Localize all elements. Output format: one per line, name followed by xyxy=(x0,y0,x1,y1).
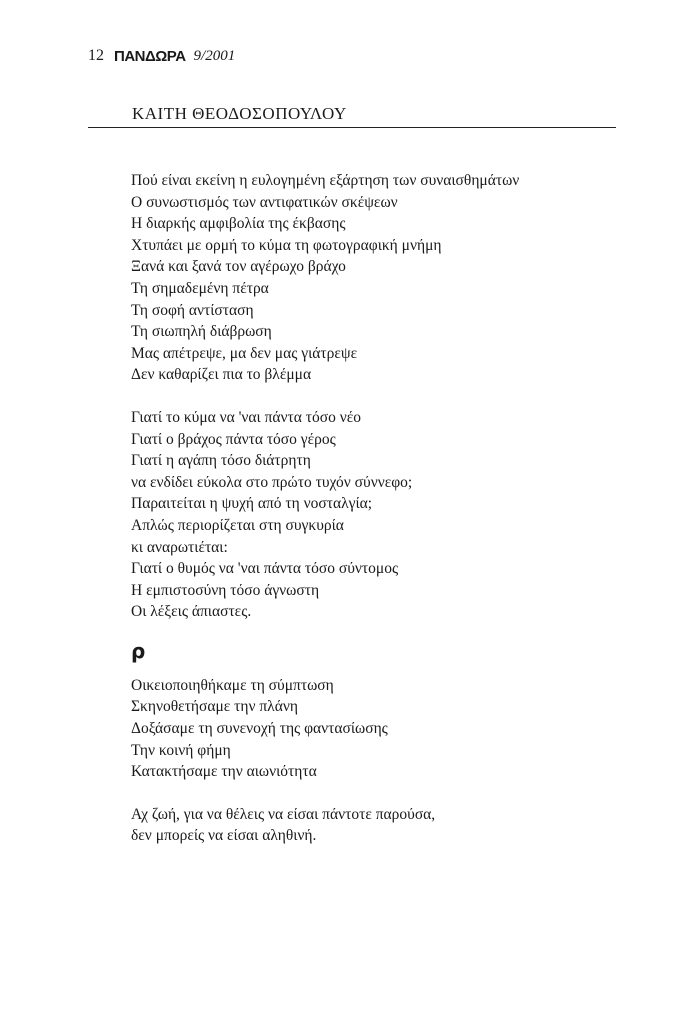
poem-line: Μας απέτρεψε, μα δεν μας γιάτρεψε xyxy=(131,344,358,362)
stanza-1 xyxy=(131,170,591,386)
poem-line: Τη σοφή αντίσταση xyxy=(131,301,254,319)
poem-line: Τη σημαδεμένη πέτρα xyxy=(131,279,269,297)
page-number: 12 xyxy=(88,47,104,64)
poem-line: Τη σιωπηλή διάβρωση xyxy=(131,323,272,341)
poem-line: Η εμπιστοσύνη τόσο άγνωστη xyxy=(131,581,320,599)
poem-line: Η διαρκής αμφιβολία της έκβασης xyxy=(131,215,346,233)
poem-line: Γιατί το κύμα να 'ναι πάντα τόσο νέο xyxy=(131,408,362,426)
stanza-3 xyxy=(131,675,591,783)
poem-line: δεν μπορείς να είσαι αληθινή. xyxy=(131,827,317,845)
stanza-4 xyxy=(131,804,591,847)
poem-line: Την κοινή φήμη xyxy=(131,741,231,759)
poem-line: Δοξάσαμε τη συνενοχή της φαντασίωσης xyxy=(131,720,388,738)
poem-line: Γιατί ο βράχος πάντα τόσο γέρος xyxy=(131,430,336,448)
poem-line: Οι λέξεις άπιαστες. xyxy=(131,603,252,621)
poem-line: Κατακτήσαμε την αιωνιότητα xyxy=(131,763,317,781)
author-name: ΚΑΙΤΗ ΘΕΟΔΟΣΟΠΟΥΛΟΥ xyxy=(132,104,347,123)
poem-line: Γιατί η αγάπη τόσο διάτρητη xyxy=(131,452,311,470)
journal-logo xyxy=(114,48,186,65)
poem-line: Ξανά και ξανά τον αγέρωχο βράχο xyxy=(131,258,346,276)
poem-line: Χτυπάει με ορμή το κύμα τη φωτογραφική μνήμη xyxy=(131,236,442,254)
stanza-2 xyxy=(131,407,591,623)
poem-line: Αχ ζωή, για να θέλεις να είσαι πάντοτε παρούσα, xyxy=(131,805,436,823)
poem-line: Απλώς περιορίζεται στη συγκυρία xyxy=(131,516,344,534)
poem-line: Παραιτείται η ψυχή από τη νοσταλγία; xyxy=(131,495,373,513)
poem-line: Οικειοποιηθήκαμε τη σύμπτωση xyxy=(131,676,334,694)
poem-line: Ο συνωστισμός των αντιφατικών σκέψεων xyxy=(131,193,398,211)
journal-title: ΠΑΝΔΩΡΑ xyxy=(114,47,186,65)
issue-number: 9/2001 xyxy=(193,47,236,64)
poem-line: να ενδίδει εύκολα στο πρώτο τυχόν σύννεφο; xyxy=(131,473,413,491)
poem-body xyxy=(131,170,591,847)
header-rule xyxy=(88,127,616,128)
poem-line: Σκηνοθετήσαμε την πλάνη xyxy=(131,698,298,716)
running-header xyxy=(88,44,235,68)
section-separator: ρ xyxy=(131,638,146,663)
poem-line: Δεν καθαρίζει πια το βλέμμα xyxy=(131,366,312,384)
poem-line: Πού είναι εκείνη η ευλογημένη εξάρτηση των συναισθημάτων xyxy=(131,172,520,189)
poem-line: Γιατί ο θυμός να 'ναι πάντα τόσο σύντομος xyxy=(131,560,399,578)
poem-line: κι αναρωτιέται: xyxy=(131,538,228,556)
